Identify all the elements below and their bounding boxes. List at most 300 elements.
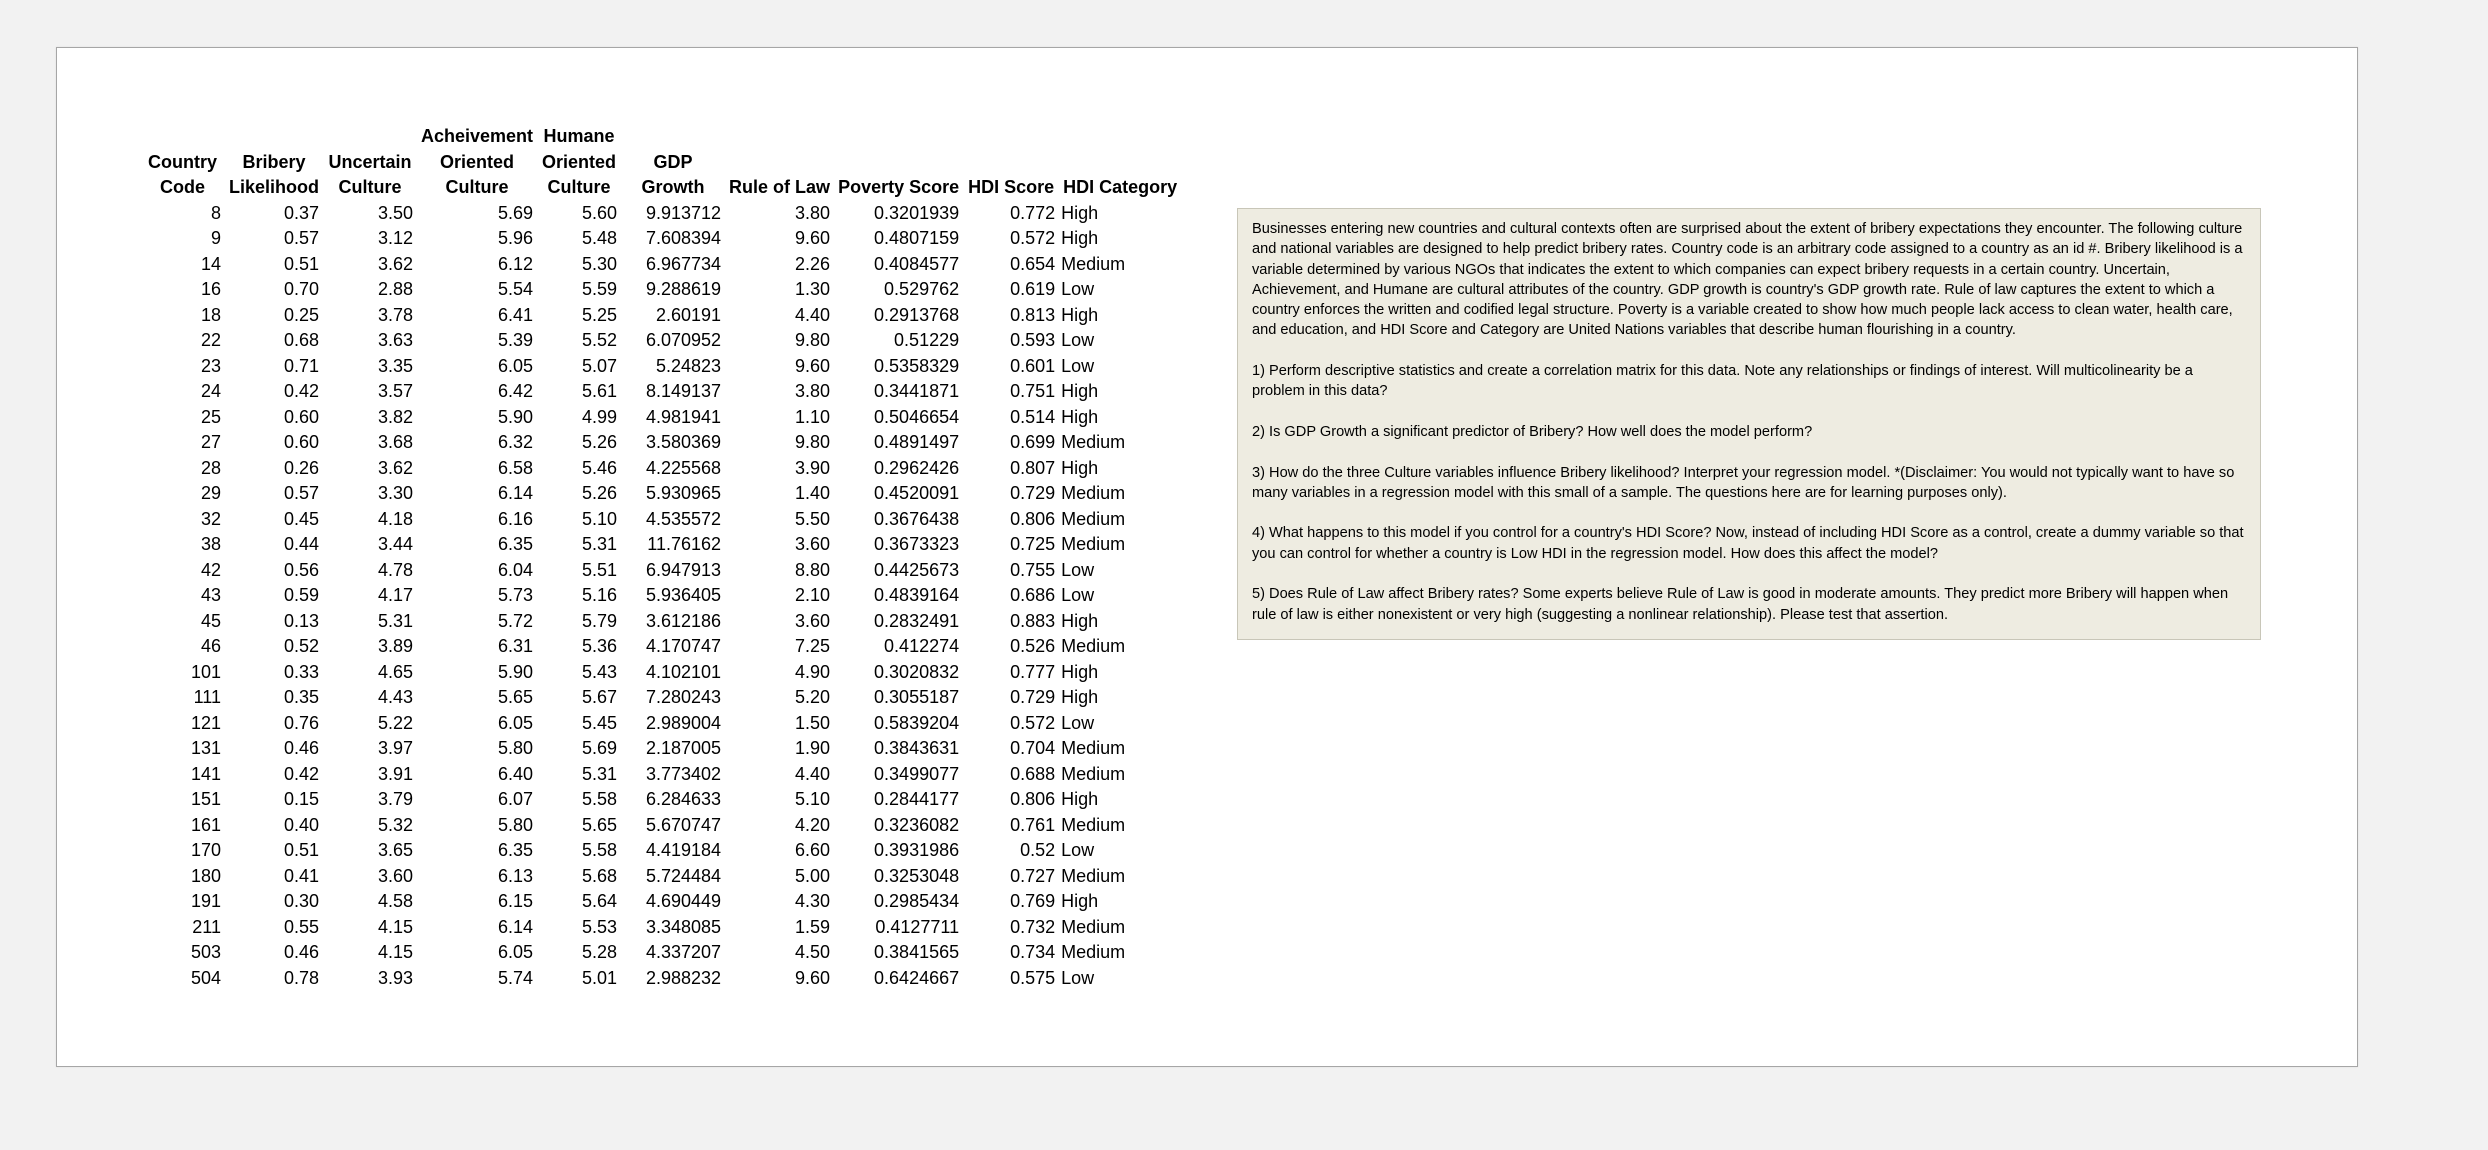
cell-country-code[interactable]: 161 <box>190 814 221 835</box>
cell-gdp-growth[interactable]: 6.947913 <box>645 559 722 580</box>
cell-humane-culture[interactable]: 5.52 <box>582 330 618 350</box>
cell-hdi-score[interactable]: 0.729 <box>1010 483 1056 503</box>
instructions-textbox[interactable] <box>1237 208 2261 640</box>
cell-uncertain-culture[interactable]: 3.91 <box>377 763 413 784</box>
cell-bribery-likelihood[interactable]: 0.37 <box>283 202 319 223</box>
cell-rule-of-law[interactable]: 4.40 <box>795 763 831 784</box>
cell-rule-of-law[interactable]: 5.50 <box>795 508 831 529</box>
cell-hdi-score[interactable]: 0.734 <box>1010 942 1056 962</box>
cell-achievement-culture[interactable]: 6.14 <box>498 916 534 937</box>
cell-humane-culture[interactable]: 5.58 <box>582 840 618 860</box>
cell-poverty-score[interactable]: 0.2985434 <box>874 891 960 911</box>
cell-humane-culture[interactable]: 5.25 <box>582 304 618 325</box>
cell-achievement-culture[interactable]: 6.40 <box>498 763 534 784</box>
cell-humane-culture[interactable]: 5.36 <box>582 636 618 656</box>
header-hdi-category[interactable]: HDI Category <box>1063 177 1178 197</box>
cell-rule-of-law[interactable]: 8.80 <box>795 559 831 580</box>
header-gdp-growth[interactable]: GDP Growth <box>641 151 705 197</box>
cell-uncertain-culture[interactable]: 4.15 <box>377 942 413 962</box>
cell-hdi-score[interactable]: 0.654 <box>1010 253 1056 274</box>
cell-hdi-category[interactable]: High <box>1061 610 1099 631</box>
cell-gdp-growth[interactable]: 4.337207 <box>645 942 722 962</box>
cell-hdi-category[interactable]: Medium <box>1061 534 1126 554</box>
cell-uncertain-culture[interactable]: 2.88 <box>377 279 413 299</box>
cell-uncertain-culture[interactable]: 3.62 <box>377 457 413 478</box>
cell-rule-of-law[interactable]: 7.25 <box>795 636 831 656</box>
cell-gdp-growth[interactable]: 4.690449 <box>645 891 722 911</box>
cell-hdi-category[interactable]: Medium <box>1061 942 1126 962</box>
cell-bribery-likelihood[interactable]: 0.26 <box>283 457 319 478</box>
cell-hdi-score[interactable]: 0.761 <box>1010 814 1056 835</box>
cell-poverty-score[interactable]: 0.3253048 <box>874 865 960 886</box>
cell-uncertain-culture[interactable]: 3.93 <box>377 967 413 988</box>
cell-achievement-culture[interactable]: 5.90 <box>498 661 534 682</box>
cell-achievement-culture[interactable]: 6.05 <box>498 942 534 962</box>
cell-uncertain-culture[interactable]: 3.12 <box>377 228 413 248</box>
cell-poverty-score[interactable]: 0.412274 <box>884 636 960 656</box>
cell-humane-culture[interactable]: 5.51 <box>582 559 618 580</box>
cell-hdi-category[interactable]: Medium <box>1061 253 1126 274</box>
cell-gdp-growth[interactable]: 5.670747 <box>645 814 722 835</box>
cell-poverty-score[interactable]: 0.4084577 <box>874 253 960 274</box>
cell-bribery-likelihood[interactable]: 0.30 <box>283 891 319 911</box>
cell-country-code[interactable]: 211 <box>192 916 221 937</box>
cell-humane-culture[interactable]: 5.16 <box>582 585 618 605</box>
cell-poverty-score[interactable]: 0.4891497 <box>874 432 960 452</box>
cell-rule-of-law[interactable]: 4.40 <box>795 304 831 325</box>
cell-humane-culture[interactable]: 5.69 <box>582 738 618 758</box>
cell-gdp-growth[interactable]: 7.280243 <box>645 687 722 707</box>
cell-bribery-likelihood[interactable]: 0.59 <box>283 585 319 605</box>
cell-poverty-score[interactable]: 0.3201939 <box>874 202 960 223</box>
cell-achievement-culture[interactable]: 6.58 <box>498 457 534 478</box>
header-achievement-culture[interactable]: Acheivement Oriented Culture <box>421 126 534 197</box>
cell-humane-culture[interactable]: 5.10 <box>582 508 618 529</box>
cell-rule-of-law[interactable]: 6.60 <box>795 840 831 860</box>
cell-rule-of-law[interactable]: 5.10 <box>795 789 831 809</box>
cell-achievement-culture[interactable]: 5.80 <box>498 738 534 758</box>
cell-achievement-culture[interactable]: 5.72 <box>498 610 534 631</box>
cell-country-code[interactable]: 131 <box>190 738 221 758</box>
cell-country-code[interactable]: 151 <box>190 789 221 809</box>
cell-gdp-growth[interactable]: 4.535572 <box>645 508 722 529</box>
cell-rule-of-law[interactable]: 5.00 <box>795 865 831 886</box>
header-bribery-likelihood[interactable]: Bribery Likelihood <box>229 151 319 197</box>
cell-humane-culture[interactable]: 5.68 <box>582 865 618 886</box>
cell-uncertain-culture[interactable]: 3.82 <box>377 406 413 427</box>
cell-hdi-score[interactable]: 0.704 <box>1010 738 1056 758</box>
cell-bribery-likelihood[interactable]: 0.42 <box>283 381 319 401</box>
cell-achievement-culture[interactable]: 6.13 <box>498 865 534 886</box>
cell-country-code[interactable]: 23 <box>200 355 221 376</box>
cell-bribery-likelihood[interactable]: 0.52 <box>283 636 319 656</box>
cell-rule-of-law[interactable]: 3.60 <box>795 610 831 631</box>
cell-rule-of-law[interactable]: 1.30 <box>795 279 831 299</box>
cell-country-code[interactable]: 16 <box>200 279 221 299</box>
cell-gdp-growth[interactable]: 3.773402 <box>645 763 722 784</box>
cell-hdi-score[interactable]: 0.729 <box>1010 687 1056 707</box>
cell-rule-of-law[interactable]: 4.30 <box>795 891 831 911</box>
cell-uncertain-culture[interactable]: 3.50 <box>377 202 413 223</box>
cell-uncertain-culture[interactable]: 3.63 <box>377 330 413 350</box>
cell-uncertain-culture[interactable]: 3.65 <box>377 840 413 860</box>
cell-hdi-category[interactable]: High <box>1061 381 1099 401</box>
cell-achievement-culture[interactable]: 6.07 <box>498 789 534 809</box>
cell-poverty-score[interactable]: 0.3055187 <box>874 687 960 707</box>
cell-poverty-score[interactable]: 0.3931986 <box>874 840 960 860</box>
cell-bribery-likelihood[interactable]: 0.78 <box>283 967 319 988</box>
cell-country-code[interactable]: 170 <box>190 840 221 860</box>
cell-hdi-score[interactable]: 0.686 <box>1010 585 1056 605</box>
cell-hdi-category[interactable]: Medium <box>1061 636 1126 656</box>
cell-bribery-likelihood[interactable]: 0.68 <box>283 330 319 350</box>
cell-rule-of-law[interactable]: 1.10 <box>795 406 831 427</box>
cell-rule-of-law[interactable]: 1.59 <box>795 916 831 937</box>
cell-bribery-likelihood[interactable]: 0.70 <box>283 279 319 299</box>
cell-humane-culture[interactable]: 4.99 <box>582 406 618 427</box>
cell-uncertain-culture[interactable]: 3.57 <box>377 381 413 401</box>
cell-uncertain-culture[interactable]: 4.17 <box>377 585 413 605</box>
cell-hdi-score[interactable]: 0.688 <box>1010 763 1056 784</box>
cell-gdp-growth[interactable]: 6.070952 <box>645 330 722 350</box>
cell-uncertain-culture[interactable]: 4.18 <box>377 508 413 529</box>
cell-hdi-score[interactable]: 0.575 <box>1010 967 1056 988</box>
header-rule-of-law[interactable]: Rule of Law <box>729 177 831 197</box>
cell-bribery-likelihood[interactable]: 0.44 <box>283 534 319 554</box>
header-uncertain-culture[interactable]: Uncertain Culture <box>328 151 412 197</box>
cell-achievement-culture[interactable]: 6.16 <box>498 508 534 529</box>
cell-bribery-likelihood[interactable]: 0.46 <box>283 738 319 758</box>
cell-poverty-score[interactable]: 0.3236082 <box>874 814 960 835</box>
cell-rule-of-law[interactable]: 3.80 <box>795 202 831 223</box>
cell-achievement-culture[interactable]: 6.04 <box>498 559 534 580</box>
cell-hdi-score[interactable]: 0.806 <box>1010 789 1056 809</box>
cell-hdi-category[interactable]: Low <box>1061 355 1095 376</box>
cell-country-code[interactable]: 22 <box>200 330 221 350</box>
cell-poverty-score[interactable]: 0.2913768 <box>874 304 960 325</box>
cell-uncertain-culture[interactable]: 4.58 <box>377 891 413 911</box>
cell-humane-culture[interactable]: 5.61 <box>582 381 618 401</box>
cell-bribery-likelihood[interactable]: 0.15 <box>283 789 319 809</box>
cell-achievement-culture[interactable]: 5.39 <box>498 330 534 350</box>
cell-hdi-score[interactable]: 0.769 <box>1010 891 1056 911</box>
cell-hdi-category[interactable]: High <box>1061 228 1099 248</box>
cell-uncertain-culture[interactable]: 3.30 <box>377 483 413 503</box>
cell-achievement-culture[interactable]: 6.35 <box>498 840 534 860</box>
cell-humane-culture[interactable]: 5.31 <box>582 534 618 554</box>
cell-country-code[interactable]: 43 <box>200 585 221 605</box>
cell-rule-of-law[interactable]: 1.90 <box>795 738 831 758</box>
cell-gdp-growth[interactable]: 11.76162 <box>647 534 722 554</box>
cell-hdi-score[interactable]: 0.806 <box>1010 508 1056 529</box>
cell-humane-culture[interactable]: 5.64 <box>582 891 618 911</box>
cell-poverty-score[interactable]: 0.2844177 <box>874 789 960 809</box>
cell-country-code[interactable]: 141 <box>190 763 221 784</box>
cell-humane-culture[interactable]: 5.67 <box>582 687 618 707</box>
cell-hdi-score[interactable]: 0.725 <box>1010 534 1056 554</box>
cell-bribery-likelihood[interactable]: 0.76 <box>283 712 319 733</box>
cell-rule-of-law[interactable]: 3.60 <box>795 534 831 554</box>
cell-hdi-category[interactable]: Medium <box>1061 763 1126 784</box>
cell-bribery-likelihood[interactable]: 0.57 <box>283 228 319 248</box>
cell-poverty-score[interactable]: 0.2962426 <box>874 457 960 478</box>
cell-hdi-score[interactable]: 0.572 <box>1010 712 1056 733</box>
cell-poverty-score[interactable]: 0.3020832 <box>874 661 960 682</box>
cell-gdp-growth[interactable]: 5.724484 <box>645 865 722 886</box>
cell-hdi-category[interactable]: Medium <box>1061 483 1126 503</box>
cell-humane-culture[interactable]: 5.28 <box>582 942 618 962</box>
cell-rule-of-law[interactable]: 5.20 <box>795 687 831 707</box>
cell-humane-culture[interactable]: 5.07 <box>582 355 618 376</box>
cell-poverty-score[interactable]: 0.529762 <box>884 279 960 299</box>
cell-country-code[interactable]: 111 <box>193 687 221 707</box>
cell-hdi-score[interactable]: 0.777 <box>1010 661 1056 682</box>
cell-humane-culture[interactable]: 5.43 <box>582 661 618 682</box>
cell-country-code[interactable]: 504 <box>190 967 221 988</box>
cell-achievement-culture[interactable]: 6.31 <box>498 636 534 656</box>
cell-achievement-culture[interactable]: 6.35 <box>498 534 534 554</box>
cell-gdp-growth[interactable]: 2.60191 <box>655 304 722 325</box>
cell-humane-culture[interactable]: 5.30 <box>582 253 618 274</box>
cell-bribery-likelihood[interactable]: 0.51 <box>283 840 319 860</box>
cell-humane-culture[interactable]: 5.58 <box>582 789 618 809</box>
cell-country-code[interactable]: 25 <box>200 406 221 427</box>
cell-uncertain-culture[interactable]: 4.65 <box>377 661 413 682</box>
cell-gdp-growth[interactable]: 4.981941 <box>645 406 722 427</box>
cell-rule-of-law[interactable]: 2.10 <box>795 585 831 605</box>
cell-uncertain-culture[interactable]: 3.35 <box>377 355 413 376</box>
cell-humane-culture[interactable]: 5.60 <box>582 202 618 223</box>
cell-gdp-growth[interactable]: 9.288619 <box>645 279 722 299</box>
cell-gdp-growth[interactable]: 5.936405 <box>645 585 722 605</box>
cell-achievement-culture[interactable]: 5.54 <box>498 279 534 299</box>
cell-achievement-culture[interactable]: 6.12 <box>498 253 534 274</box>
cell-hdi-score[interactable]: 0.813 <box>1010 304 1056 325</box>
cell-hdi-score[interactable]: 0.772 <box>1010 202 1056 223</box>
cell-rule-of-law[interactable]: 9.80 <box>795 432 831 452</box>
cell-rule-of-law[interactable]: 3.90 <box>795 457 831 478</box>
cell-gdp-growth[interactable]: 3.348085 <box>645 916 722 937</box>
cell-hdi-category[interactable]: Low <box>1061 967 1095 988</box>
cell-gdp-growth[interactable]: 4.170747 <box>645 636 722 656</box>
cell-hdi-score[interactable]: 0.732 <box>1010 916 1056 937</box>
cell-hdi-category[interactable]: Low <box>1061 279 1095 299</box>
cell-gdp-growth[interactable]: 4.419184 <box>645 840 722 860</box>
cell-bribery-likelihood[interactable]: 0.40 <box>283 814 319 835</box>
cell-uncertain-culture[interactable]: 5.22 <box>377 712 413 733</box>
cell-gdp-growth[interactable]: 2.989004 <box>645 712 722 733</box>
cell-achievement-culture[interactable]: 5.73 <box>498 585 534 605</box>
cell-achievement-culture[interactable]: 6.42 <box>498 381 534 401</box>
cell-humane-culture[interactable]: 5.45 <box>582 712 618 733</box>
cell-bribery-likelihood[interactable]: 0.45 <box>283 508 319 529</box>
cell-country-code[interactable]: 503 <box>190 942 221 962</box>
cell-hdi-score[interactable]: 0.52 <box>1020 840 1056 860</box>
cell-hdi-score[interactable]: 0.807 <box>1010 457 1056 478</box>
cell-country-code[interactable]: 27 <box>200 432 221 452</box>
cell-poverty-score[interactable]: 0.51229 <box>894 330 960 350</box>
cell-humane-culture[interactable]: 5.79 <box>582 610 618 631</box>
cell-hdi-category[interactable]: Low <box>1061 585 1095 605</box>
cell-hdi-category[interactable]: Medium <box>1061 865 1126 886</box>
cell-poverty-score[interactable]: 0.3499077 <box>874 763 960 784</box>
cell-gdp-growth[interactable]: 4.102101 <box>645 661 722 682</box>
cell-achievement-culture[interactable]: 5.69 <box>498 202 534 223</box>
cell-hdi-score[interactable]: 0.593 <box>1010 330 1056 350</box>
cell-rule-of-law[interactable]: 4.20 <box>795 814 831 835</box>
cell-hdi-category[interactable]: High <box>1061 891 1099 911</box>
cell-rule-of-law[interactable]: 4.50 <box>795 942 831 962</box>
cell-country-code[interactable]: 180 <box>190 865 221 886</box>
cell-hdi-score[interactable]: 0.572 <box>1010 228 1056 248</box>
header-poverty-score[interactable]: Poverty Score <box>838 177 960 197</box>
cell-poverty-score[interactable]: 0.4425673 <box>874 559 960 580</box>
cell-hdi-category[interactable]: High <box>1061 789 1099 809</box>
cell-bribery-likelihood[interactable]: 0.60 <box>283 432 319 452</box>
cell-hdi-category[interactable]: High <box>1061 304 1099 325</box>
cell-humane-culture[interactable]: 5.48 <box>582 228 618 248</box>
cell-hdi-score[interactable]: 0.883 <box>1010 610 1056 631</box>
cell-uncertain-culture[interactable]: 3.79 <box>377 789 413 809</box>
cell-poverty-score[interactable]: 0.2832491 <box>874 610 960 631</box>
cell-hdi-score[interactable]: 0.619 <box>1010 279 1056 299</box>
cell-hdi-score[interactable]: 0.751 <box>1010 381 1056 401</box>
cell-hdi-category[interactable]: Medium <box>1061 508 1126 529</box>
cell-poverty-score[interactable]: 0.3843631 <box>874 738 960 758</box>
cell-hdi-category[interactable]: Medium <box>1061 916 1126 937</box>
cell-uncertain-culture[interactable]: 3.78 <box>377 304 413 325</box>
cell-rule-of-law[interactable]: 9.80 <box>795 330 831 350</box>
cell-achievement-culture[interactable]: 5.74 <box>498 967 534 988</box>
cell-bribery-likelihood[interactable]: 0.55 <box>283 916 319 937</box>
cell-country-code[interactable]: 191 <box>190 891 221 911</box>
cell-hdi-score[interactable]: 0.727 <box>1010 865 1056 886</box>
cell-country-code[interactable]: 29 <box>200 483 221 503</box>
cell-hdi-score[interactable]: 0.755 <box>1010 559 1056 580</box>
cell-hdi-score[interactable]: 0.699 <box>1010 432 1056 452</box>
cell-hdi-category[interactable]: Medium <box>1061 814 1126 835</box>
cell-achievement-culture[interactable]: 5.96 <box>498 228 534 248</box>
cell-poverty-score[interactable]: 0.5046654 <box>874 406 960 427</box>
cell-humane-culture[interactable]: 5.65 <box>582 814 618 835</box>
cell-bribery-likelihood[interactable]: 0.56 <box>283 559 319 580</box>
cell-country-code[interactable]: 45 <box>200 610 221 631</box>
cell-poverty-score[interactable]: 0.5839204 <box>874 712 960 733</box>
cell-country-code[interactable]: 46 <box>200 636 221 656</box>
cell-uncertain-culture[interactable]: 3.68 <box>377 432 413 452</box>
cell-poverty-score[interactable]: 0.4839164 <box>874 585 960 605</box>
cell-hdi-category[interactable]: Low <box>1061 840 1095 860</box>
cell-achievement-culture[interactable]: 5.80 <box>498 814 534 835</box>
cell-hdi-category[interactable]: Medium <box>1061 738 1126 758</box>
cell-country-code[interactable]: 101 <box>190 661 221 682</box>
cell-humane-culture[interactable]: 5.26 <box>582 432 618 452</box>
header-country-code[interactable]: Country Code <box>148 151 217 197</box>
cell-poverty-score[interactable]: 0.6424667 <box>874 967 960 988</box>
cell-gdp-growth[interactable]: 2.988232 <box>645 967 722 988</box>
cell-rule-of-law[interactable]: 3.80 <box>795 381 831 401</box>
cell-bribery-likelihood[interactable]: 0.33 <box>283 661 319 682</box>
cell-uncertain-culture[interactable]: 3.89 <box>377 636 413 656</box>
cell-gdp-growth[interactable]: 8.149137 <box>645 381 722 401</box>
cell-bribery-likelihood[interactable]: 0.71 <box>283 355 319 376</box>
cell-rule-of-law[interactable]: 1.40 <box>795 483 831 503</box>
cell-bribery-likelihood[interactable]: 0.25 <box>283 304 319 325</box>
cell-hdi-category[interactable]: High <box>1061 457 1099 478</box>
cell-gdp-growth[interactable]: 3.612186 <box>645 610 722 631</box>
cell-bribery-likelihood[interactable]: 0.46 <box>283 942 319 962</box>
cell-hdi-category[interactable]: High <box>1061 202 1099 223</box>
cell-achievement-culture[interactable]: 6.14 <box>498 483 534 503</box>
cell-gdp-growth[interactable]: 4.225568 <box>645 457 722 478</box>
cell-uncertain-culture[interactable]: 3.60 <box>377 865 413 886</box>
cell-bribery-likelihood[interactable]: 0.57 <box>283 483 319 503</box>
cell-uncertain-culture[interactable]: 3.44 <box>377 534 413 554</box>
cell-rule-of-law[interactable]: 1.50 <box>795 712 831 733</box>
cell-gdp-growth[interactable]: 6.967734 <box>645 253 722 274</box>
cell-country-code[interactable]: 9 <box>210 228 221 248</box>
cell-country-code[interactable]: 32 <box>200 508 221 529</box>
cell-gdp-growth[interactable]: 5.930965 <box>645 483 722 503</box>
cell-humane-culture[interactable]: 5.26 <box>582 483 618 503</box>
cell-hdi-category[interactable]: Medium <box>1061 432 1126 452</box>
cell-country-code[interactable]: 121 <box>190 712 221 733</box>
cell-hdi-category[interactable]: Low <box>1061 712 1095 733</box>
cell-rule-of-law[interactable]: 2.26 <box>795 253 831 274</box>
cell-country-code[interactable]: 18 <box>200 304 221 325</box>
cell-gdp-growth[interactable]: 6.284633 <box>645 789 722 809</box>
cell-country-code[interactable]: 8 <box>210 202 221 223</box>
cell-poverty-score[interactable]: 0.3841565 <box>874 942 960 962</box>
cell-uncertain-culture[interactable]: 3.62 <box>377 253 413 274</box>
cell-humane-culture[interactable]: 5.31 <box>582 763 618 784</box>
cell-uncertain-culture[interactable]: 5.32 <box>377 814 413 835</box>
cell-bribery-likelihood[interactable]: 0.41 <box>283 865 319 886</box>
cell-rule-of-law[interactable]: 4.90 <box>795 661 831 682</box>
cell-gdp-growth[interactable]: 3.580369 <box>645 432 722 452</box>
cell-poverty-score[interactable]: 0.4807159 <box>874 228 960 248</box>
cell-bribery-likelihood[interactable]: 0.60 <box>283 406 319 427</box>
cell-poverty-score[interactable]: 0.4520091 <box>874 483 960 503</box>
cell-achievement-culture[interactable]: 5.65 <box>498 687 534 707</box>
cell-humane-culture[interactable]: 5.01 <box>582 967 618 988</box>
cell-hdi-score[interactable]: 0.526 <box>1010 636 1056 656</box>
header-hdi-score[interactable]: HDI Score <box>968 177 1055 197</box>
cell-gdp-growth[interactable]: 9.913712 <box>645 202 722 223</box>
cell-humane-culture[interactable]: 5.59 <box>582 279 618 299</box>
header-humane-culture[interactable]: Humane Oriented Culture <box>542 126 617 197</box>
cell-achievement-culture[interactable]: 6.41 <box>498 304 534 325</box>
cell-humane-culture[interactable]: 5.53 <box>582 916 618 937</box>
cell-country-code[interactable]: 28 <box>200 457 221 478</box>
cell-uncertain-culture[interactable]: 5.31 <box>377 610 413 631</box>
cell-bribery-likelihood[interactable]: 0.35 <box>283 687 319 707</box>
cell-poverty-score[interactable]: 0.4127711 <box>875 916 960 937</box>
cell-achievement-culture[interactable]: 6.05 <box>498 712 534 733</box>
cell-uncertain-culture[interactable]: 4.78 <box>377 559 413 580</box>
cell-country-code[interactable]: 38 <box>200 534 221 554</box>
cell-poverty-score[interactable]: 0.3673323 <box>874 534 960 554</box>
cell-bribery-likelihood[interactable]: 0.42 <box>283 763 319 784</box>
cell-hdi-category[interactable]: High <box>1061 687 1099 707</box>
cell-poverty-score[interactable]: 0.3441871 <box>874 381 960 401</box>
cell-country-code[interactable]: 24 <box>200 381 221 401</box>
cell-achievement-culture[interactable]: 6.15 <box>498 891 534 911</box>
cell-bribery-likelihood[interactable]: 0.13 <box>283 610 319 631</box>
cell-gdp-growth[interactable]: 2.187005 <box>645 738 722 758</box>
cell-humane-culture[interactable]: 5.46 <box>582 457 618 478</box>
cell-hdi-category[interactable]: High <box>1061 661 1099 682</box>
